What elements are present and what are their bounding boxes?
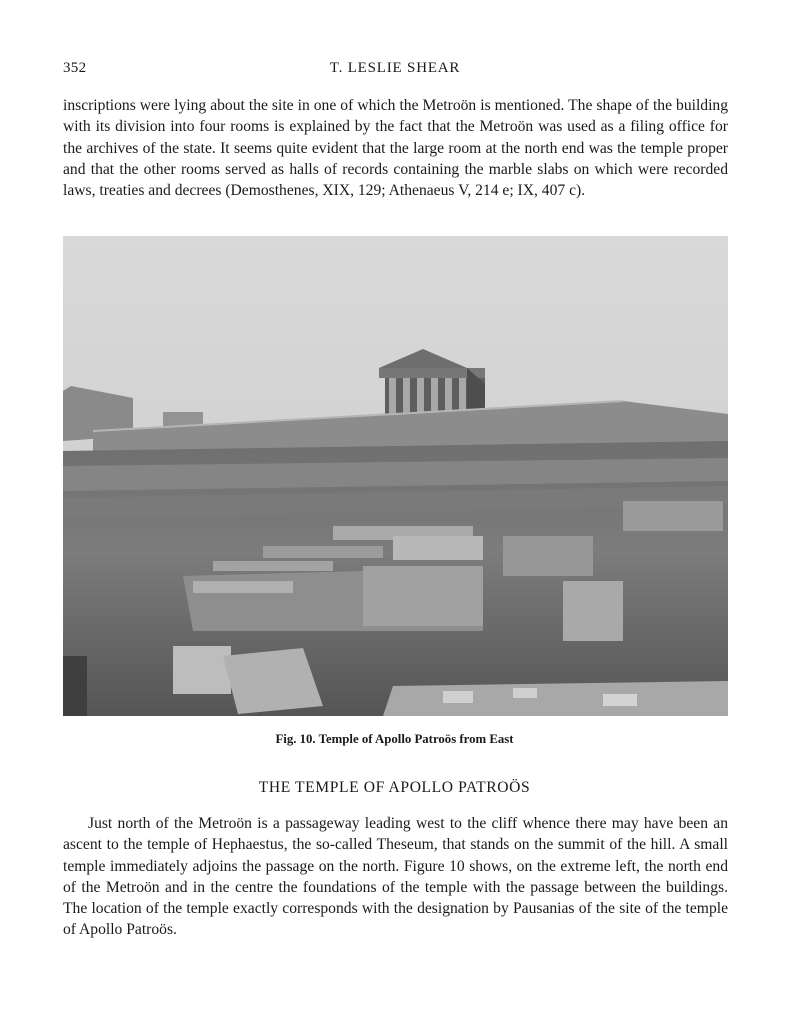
excavation-photo — [63, 236, 728, 716]
running-head: T. LESLIE SHEAR — [329, 60, 461, 76]
figure-caption: Fig. 10. Temple of Apollo Patroös from East — [275, 732, 514, 746]
page-number: 352 — [63, 60, 87, 76]
page-header — [63, 60, 727, 84]
figure-photograph — [63, 236, 728, 716]
paragraph-metroon: inscriptions were lying about the site in one of which the Metroön is mentioned. The shape of the building with its division into four rooms is explained by the fact that the Metroön was used as a filing office for the archives of the state. It seems quite evident that the large room at the north end was the temple proper and that the other rooms served as halls of records containing the marble slabs on which were recorded laws, treaties and decrees (Demosthenes, XIX, 129; Athenaeus V, 214 e; IX, 407 c). — [63, 97, 728, 200]
section-title: THE TEMPLE OF APOLLO PATROÖS — [258, 779, 531, 796]
paragraph-temple-apollo: Just north of the Metroön is a passageway leading west to the cliff whence there may have been an ascent to the temple of Hephaestus, the so-called Theseum, that stands on the summit of the hill. A small temple immediately adjoins the passage on the north. Figure 10 shows, on the extreme left, the north end of the Metroön and in the centre the foundations of the temple with the passage between the buildings. The location of the temple exactly corresponds with the designation by Pausanias of the site of the temple of Apollo Patroös. — [63, 815, 728, 939]
